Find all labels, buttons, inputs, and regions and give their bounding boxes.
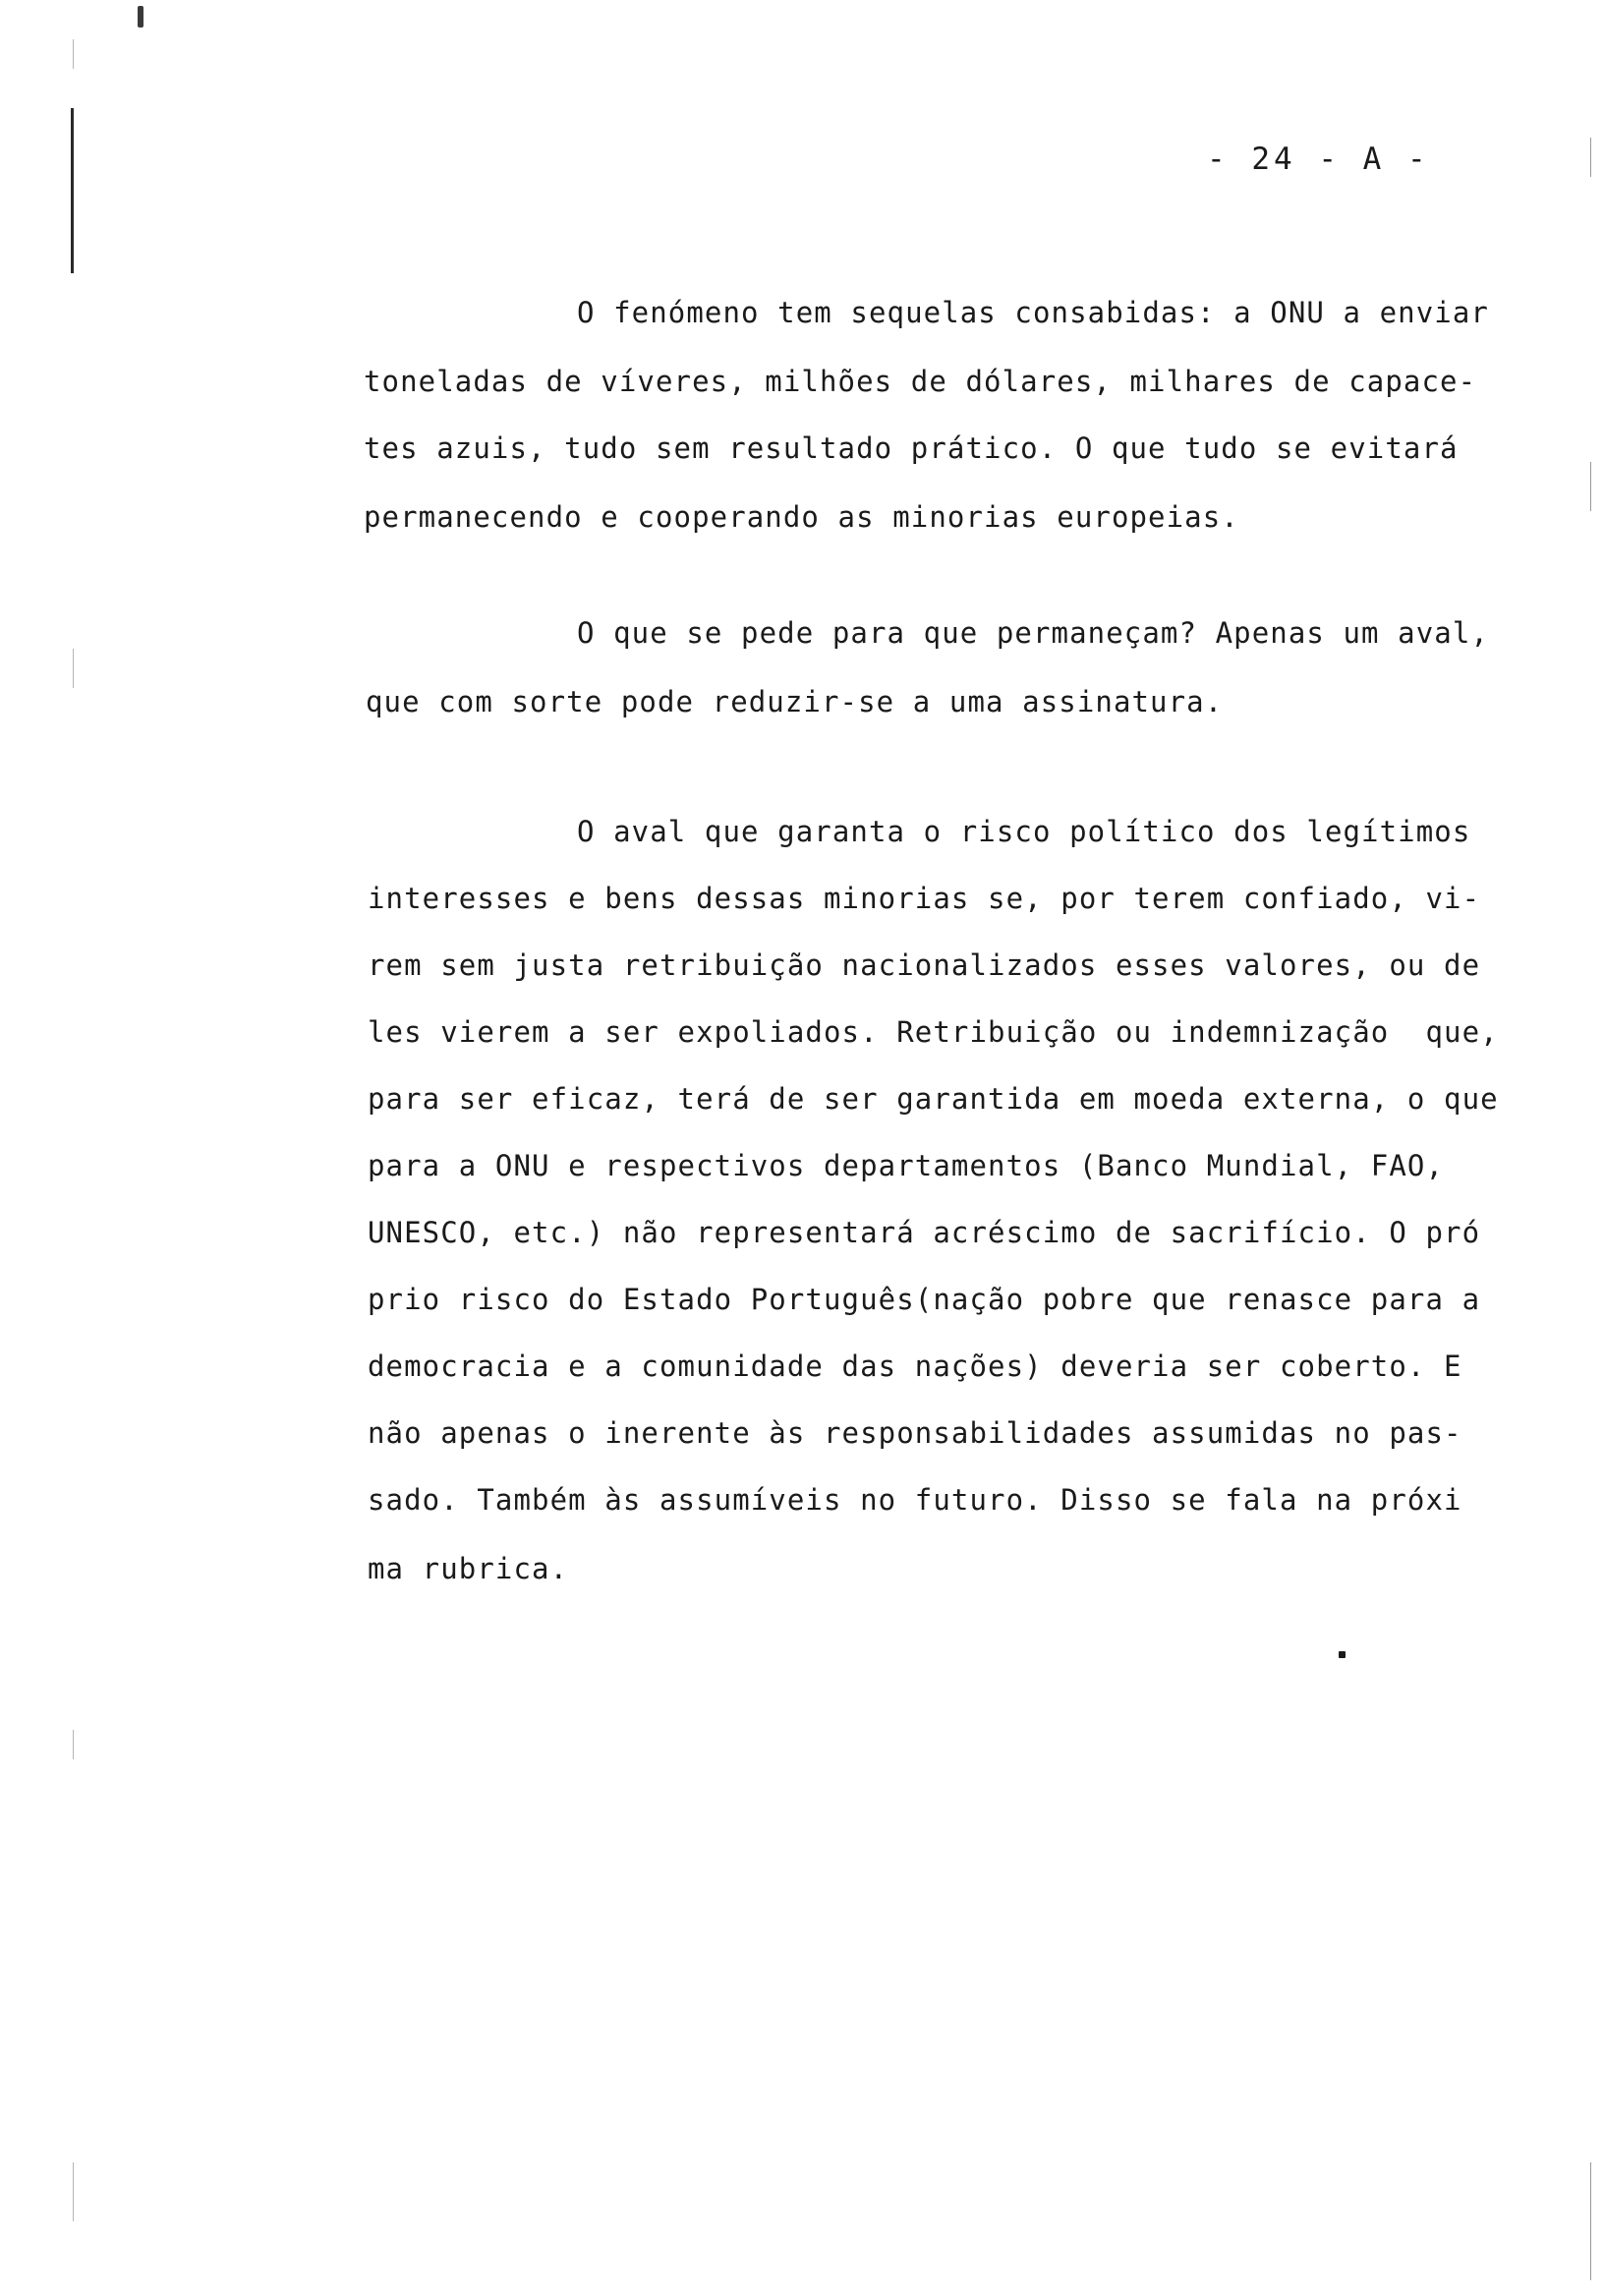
paragraph-line: interesses e bens dessas minorias se, por terem confiado, vi- — [368, 882, 1481, 915]
paragraph-line: toneladas de víveres, milhões de dólares, milhares de capace- — [364, 365, 1477, 398]
paragraph-line: ma rubrica. — [368, 1552, 569, 1585]
left-edge-tick — [73, 2162, 74, 2221]
paragraph-line: tes azuis, tudo sem resultado prático. O que tudo se evitará — [364, 431, 1459, 465]
paragraph-line: O que se pede para que permaneçam? Apenas um aval, — [577, 616, 1489, 650]
right-edge-tick — [1590, 462, 1591, 511]
page-number: - 24 - A - — [1207, 142, 1430, 177]
paragraph-line: permanecendo e cooperando as minorias europeias. — [364, 500, 1239, 534]
paragraph-line: para ser eficaz, terá de ser garantida em moeda externa, o que — [368, 1082, 1499, 1116]
left-edge-tick — [73, 649, 74, 688]
paragraph-line: sado. Também às assumíveis no futuro. Disso se fala na próxi — [368, 1483, 1462, 1517]
paragraph-line: rem sem justa retribuição nacionalizados esses valores, ou de — [368, 948, 1481, 982]
paragraph-line: não apenas o inerente às responsabilidades assumidas no pas- — [368, 1416, 1462, 1450]
paragraph-line: UNESCO, etc.) não representará acréscimo de sacrifício. O pró — [368, 1216, 1481, 1249]
paragraph-line: les vierem a ser expoliados. Retribuição ou indemnização que, — [368, 1015, 1499, 1049]
binding-mark — [138, 6, 143, 28]
paragraph-line: para a ONU e respectivos departamentos (Banco Mundial, FAO, — [368, 1149, 1445, 1182]
paragraph-line: O fenómeno tem sequelas consabidas: a ONU a enviar — [577, 296, 1489, 329]
right-edge-tick — [1590, 138, 1591, 177]
paragraph-line: democracia e a comunidade das nações) deveria ser coberto. E — [368, 1349, 1462, 1383]
left-edge-tick — [73, 1730, 74, 1759]
left-margin-rule — [71, 108, 74, 273]
paragraph-line: que com sorte pode reduzir-se a uma assinatura. — [366, 685, 1224, 718]
left-edge-tick — [73, 39, 74, 69]
paragraph-line: O aval que garanta o risco político dos legítimos — [577, 815, 1471, 848]
paragraph-line: prio risco do Estado Português(nação pobre que renasce para a — [368, 1283, 1481, 1316]
ink-dot — [1339, 1651, 1346, 1658]
right-edge-tick — [1590, 2162, 1591, 2280]
